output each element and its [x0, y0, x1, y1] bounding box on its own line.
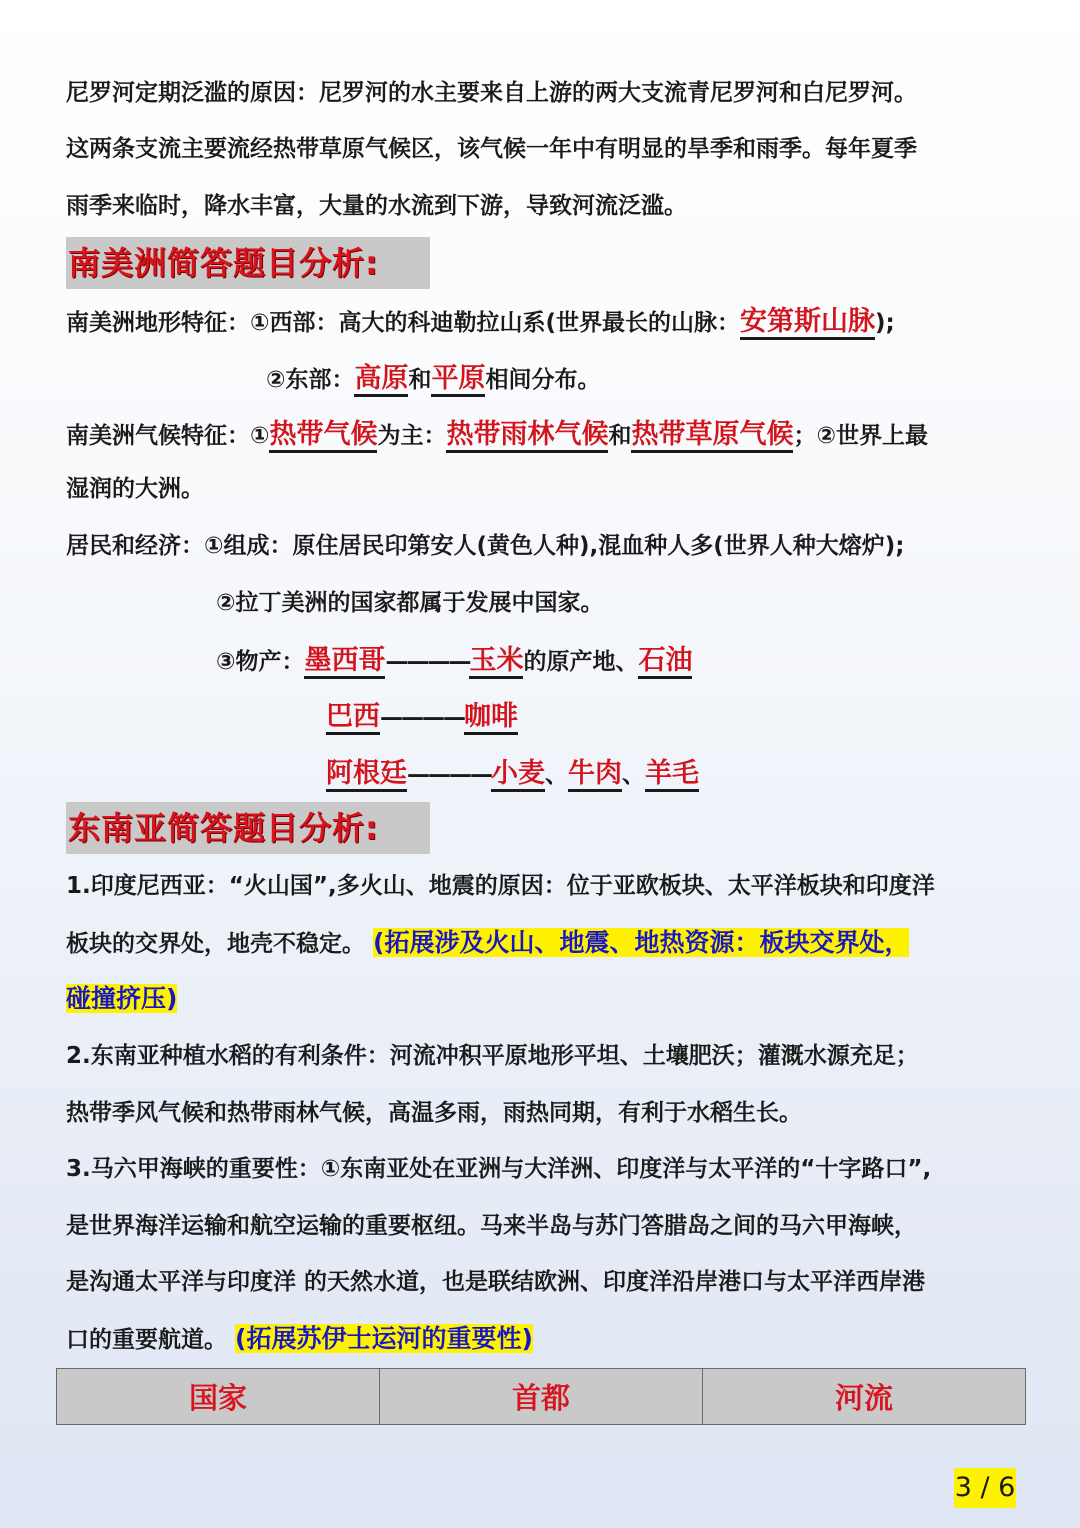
sa-terrain-west — [66, 305, 895, 340]
keyword-plateau: 高原 — [354, 363, 408, 397]
keyword-tropical-climate: 热带气候 — [269, 419, 377, 453]
sa-products-argentina — [326, 757, 699, 792]
q1-text: 板块的交界处，地壳不稳定。 — [66, 931, 365, 957]
keyword-wool: 羊毛 — [645, 758, 699, 792]
products-prefix: ③物产： — [216, 649, 305, 675]
sa-economy-line-1: 居民和经济：①组成：原住居民印第安人(黄色人种),混血种人多(世界人种大熔炉); — [66, 533, 905, 559]
separator: 、 — [545, 762, 568, 788]
sa-products-brazil — [326, 700, 518, 735]
keyword-corn: 玉米 — [469, 645, 523, 679]
sea-q2-line-1: 2.东南亚种植水稻的有利条件：河流冲积平原地形平坦、土壤肥沃；灌溉水源充足； — [66, 1043, 919, 1069]
keyword-wheat: 小麦 — [491, 758, 545, 792]
keyword-coffee: 咖啡 — [464, 701, 518, 735]
col-header-river: 河流 — [703, 1369, 1026, 1425]
origin-text: 的原产地、 — [523, 649, 639, 675]
sea-q3-line-1: 3.马六甲海峡的重要性：①东南亚处在亚洲与大洋洲、印度洋与太平洋的“十字路口”, — [66, 1156, 932, 1182]
q1-extension-highlight-1: (拓展涉及火山、地震、地热资源：板块交界处， — [373, 928, 910, 957]
sa-products-mexico — [216, 644, 692, 679]
country-table — [56, 1368, 1026, 1425]
q3-extension-highlight: (拓展苏伊士运河的重要性) — [235, 1324, 533, 1353]
sea-q1-line-3 — [66, 982, 177, 1017]
nile-line-1: 尼罗河定期泛滥的原因：尼罗河的水主要来自上游的两大支流青尼罗河和白尼罗河。 — [66, 80, 917, 106]
col-header-capital: 首都 — [380, 1369, 703, 1425]
terrain-text-2: ); — [875, 310, 895, 336]
page-number: 3 / 6 — [954, 1468, 1016, 1508]
sa-terrain-east — [266, 362, 600, 397]
col-header-country: 国家 — [57, 1369, 380, 1425]
keyword-mexico: 墨西哥 — [304, 645, 385, 679]
climate-text-2: 为主： — [377, 423, 447, 449]
keyword-savanna-climate: 热带草原气候 — [631, 419, 793, 453]
sea-q3-line-4 — [66, 1322, 533, 1357]
southeast-asia-header: 东南亚简答题目分析: — [66, 802, 430, 854]
dash: ———— — [385, 649, 470, 675]
keyword-rainforest-climate: 热带雨林气候 — [446, 419, 608, 453]
separator: 、 — [622, 762, 645, 788]
keyword-argentina: 阿根廷 — [326, 758, 407, 792]
sa-economy-line-2: ②拉丁美洲的国家都属于发展中国家。 — [216, 590, 604, 616]
sa-climate-line-1 — [66, 418, 928, 453]
climate-text-1: 南美洲气候特征：① — [66, 423, 270, 449]
sea-q3-line-2: 是世界海洋运输和航空运输的重要枢纽。马来半岛与苏门答腊岛之间的马六甲海峡， — [66, 1213, 917, 1239]
terrain-text-5: 相间分布。 — [485, 367, 601, 393]
sa-climate-line-2: 湿润的大洲。 — [66, 476, 204, 502]
south-america-header: 南美洲简答题目分析: — [66, 237, 430, 289]
keyword-plain: 平原 — [431, 363, 485, 397]
terrain-text-1: 南美洲地形特征：①西部：高大的科迪勒拉山系(世界最长的山脉： — [66, 310, 740, 336]
sea-q2-line-2: 热带季风气候和热带雨林气候，高温多雨，雨热同期，有利于水稻生长。 — [66, 1100, 802, 1126]
dash: ———— — [407, 762, 491, 788]
keyword-andes: 安第斯山脉 — [740, 306, 875, 340]
q1-extension-highlight-2: 碰撞挤压) — [66, 984, 178, 1013]
sea-q1-line-2 — [66, 926, 909, 961]
keyword-beef: 牛肉 — [568, 758, 622, 792]
keyword-oil: 石油 — [638, 645, 692, 679]
sea-q3-line-3: 是沟通太平洋与印度洋 的天然水道，也是联结欧洲、印度洋沿岸港口与太平洋西岸港 — [66, 1269, 926, 1295]
q3-text: 口的重要航道。 — [66, 1327, 227, 1353]
climate-text-3: 和 — [608, 423, 632, 449]
keyword-brazil: 巴西 — [326, 701, 380, 735]
nile-line-2: 这两条支流主要流经热带草原气候区，该气候一年中有明显的旱季和雨季。每年夏季 — [66, 136, 917, 162]
terrain-text-3: ②东部： — [266, 367, 355, 393]
nile-line-3: 雨季来临时，降水丰富，大量的水流到下游，导致河流泛滥。 — [66, 193, 687, 219]
terrain-text-4: 和 — [408, 367, 432, 393]
table-header-row — [57, 1369, 1026, 1425]
sea-q1-line-1: 1.印度尼西亚：“火山国”,多火山、地震的原因：位于亚欧板块、太平洋板块和印度洋 — [66, 873, 935, 899]
dash: ———— — [380, 705, 464, 731]
climate-text-4: ；②世界上最 — [793, 423, 928, 449]
